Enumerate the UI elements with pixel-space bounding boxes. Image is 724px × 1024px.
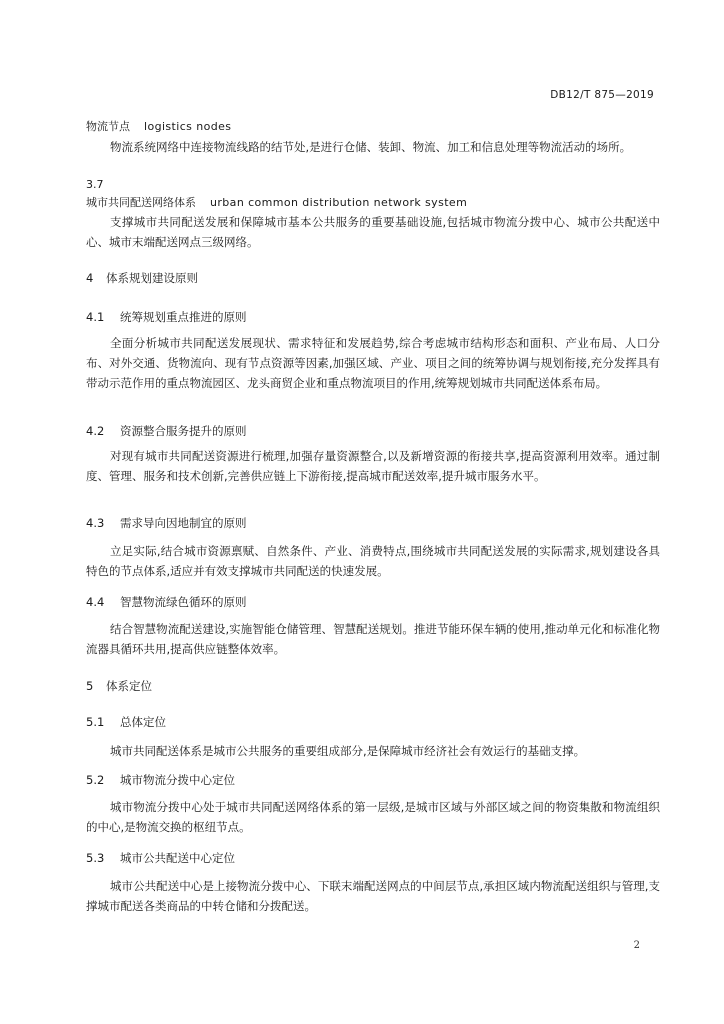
paragraph: 立足实际,结合城市资源禀赋、自然条件、产业、消费特点,围绕城市共同配送发展的实际需求,规划建设各具特色的节点体系,适应并有效支撑城市共同配送的快速发展。 [86, 544, 660, 578]
term-title-cn: 城市共同配送网络体系 [86, 196, 196, 209]
subsection-title: 城市公共配送中心定位 [120, 851, 235, 865]
section-heading [86, 268, 660, 288]
subsection-title: 总体定位 [120, 715, 166, 729]
subsection-heading [86, 513, 660, 533]
section-number: 4 [86, 271, 94, 285]
subsection-heading [86, 421, 660, 441]
subsection-heading [86, 770, 660, 790]
subsection-number: 4.1 [86, 310, 105, 324]
term-definition: 支撑城市共同配送发展和保障城市基本公共服务的重要基础设施,包括城市物流分拨中心、城市公共配送中心、城市末端配送网点三级网络。 [86, 215, 660, 249]
term-title-cn: 物流节点 [86, 120, 130, 133]
page-number: 2 [633, 940, 640, 951]
standard-code: DB12/T 875—2019 [550, 89, 654, 101]
term-title-en: urban common distribution network system [210, 196, 468, 209]
subsection-heading [86, 712, 660, 732]
section-title: 体系规划建设原则 [106, 271, 198, 285]
paragraph: 城市物流分拨中心处于城市共同配送网络体系的第一层级,是城市区域与外部区域之间的物资集散和物流组织的中心,是物流交换的枢纽节点。 [86, 800, 660, 834]
subsection-number: 5.2 [86, 773, 105, 787]
subsection-heading [86, 592, 660, 612]
subsection-title: 统筹规划重点推进的原则 [120, 310, 247, 324]
term-title [86, 193, 660, 213]
section-heading [86, 676, 660, 696]
term-number: 3.7 [86, 178, 104, 191]
subsection-number: 4.2 [86, 424, 105, 438]
subsection-number: 4.3 [86, 516, 105, 530]
term-title [86, 117, 660, 137]
subsection-title: 城市物流分拨中心定位 [120, 773, 235, 787]
term-definition: 物流系统网络中连接物流线路的结节处,是进行仓储、装卸、物流、加工和信息处理等物流活动的场所。 [110, 140, 632, 154]
paragraph: 城市公共配送中心是上接物流分拨中心、下联末端配送网点的中间层节点,承担区域内物流配送组织与管理,支撑城市配送各类商品的中转仓储和分拨配送。 [86, 879, 660, 913]
subsection-number: 5.1 [86, 715, 105, 729]
paragraph: 全面分析城市共同配送发展现状、需求特征和发展趋势,综合考虑城市结构形态和面积、产业布局、人口分布、对外交通、货物流向、现有节点资源等因素,加强区域、产业、项目之间的统筹协调与规划衔接,充分发挥具有带动示范作用的重点物流园区、龙头商贸企业和重点物流项目的作用,统筹规划城市共同配送体系布局。 [86, 336, 660, 390]
paragraph: 对现有城市共同配送资源进行梳理,加强存量资源整合,以及新增资源的衔接共享,提高资源利用效率。通过制度、管理、服务和技术创新,完善供应链上下游衔接,提高城市配送效率,提升城市服务水平。 [86, 449, 660, 483]
subsection-title: 智慧物流绿色循环的原则 [120, 595, 247, 609]
paragraph: 城市共同配送体系是城市公共服务的重要组成部分,是保障城市经济社会有效运行的基础支撑。 [110, 744, 586, 758]
subsection-heading [86, 307, 660, 327]
paragraph: 结合智慧物流配送建设,实施智能仓储管理、智慧配送规划。推进节能环保车辆的使用,推动单元化和标准化物流器具循环共用,提高供应链整体效率。 [86, 622, 660, 656]
term-title-en: logistics nodes [144, 120, 232, 133]
subsection-number: 5.3 [86, 851, 105, 865]
section-number: 5 [86, 679, 94, 693]
section-title: 体系定位 [106, 679, 152, 693]
subsection-heading [86, 848, 660, 868]
subsection-title: 需求导向因地制宜的原则 [120, 516, 247, 530]
subsection-title: 资源整合服务提升的原则 [120, 424, 247, 438]
subsection-number: 4.4 [86, 595, 105, 609]
